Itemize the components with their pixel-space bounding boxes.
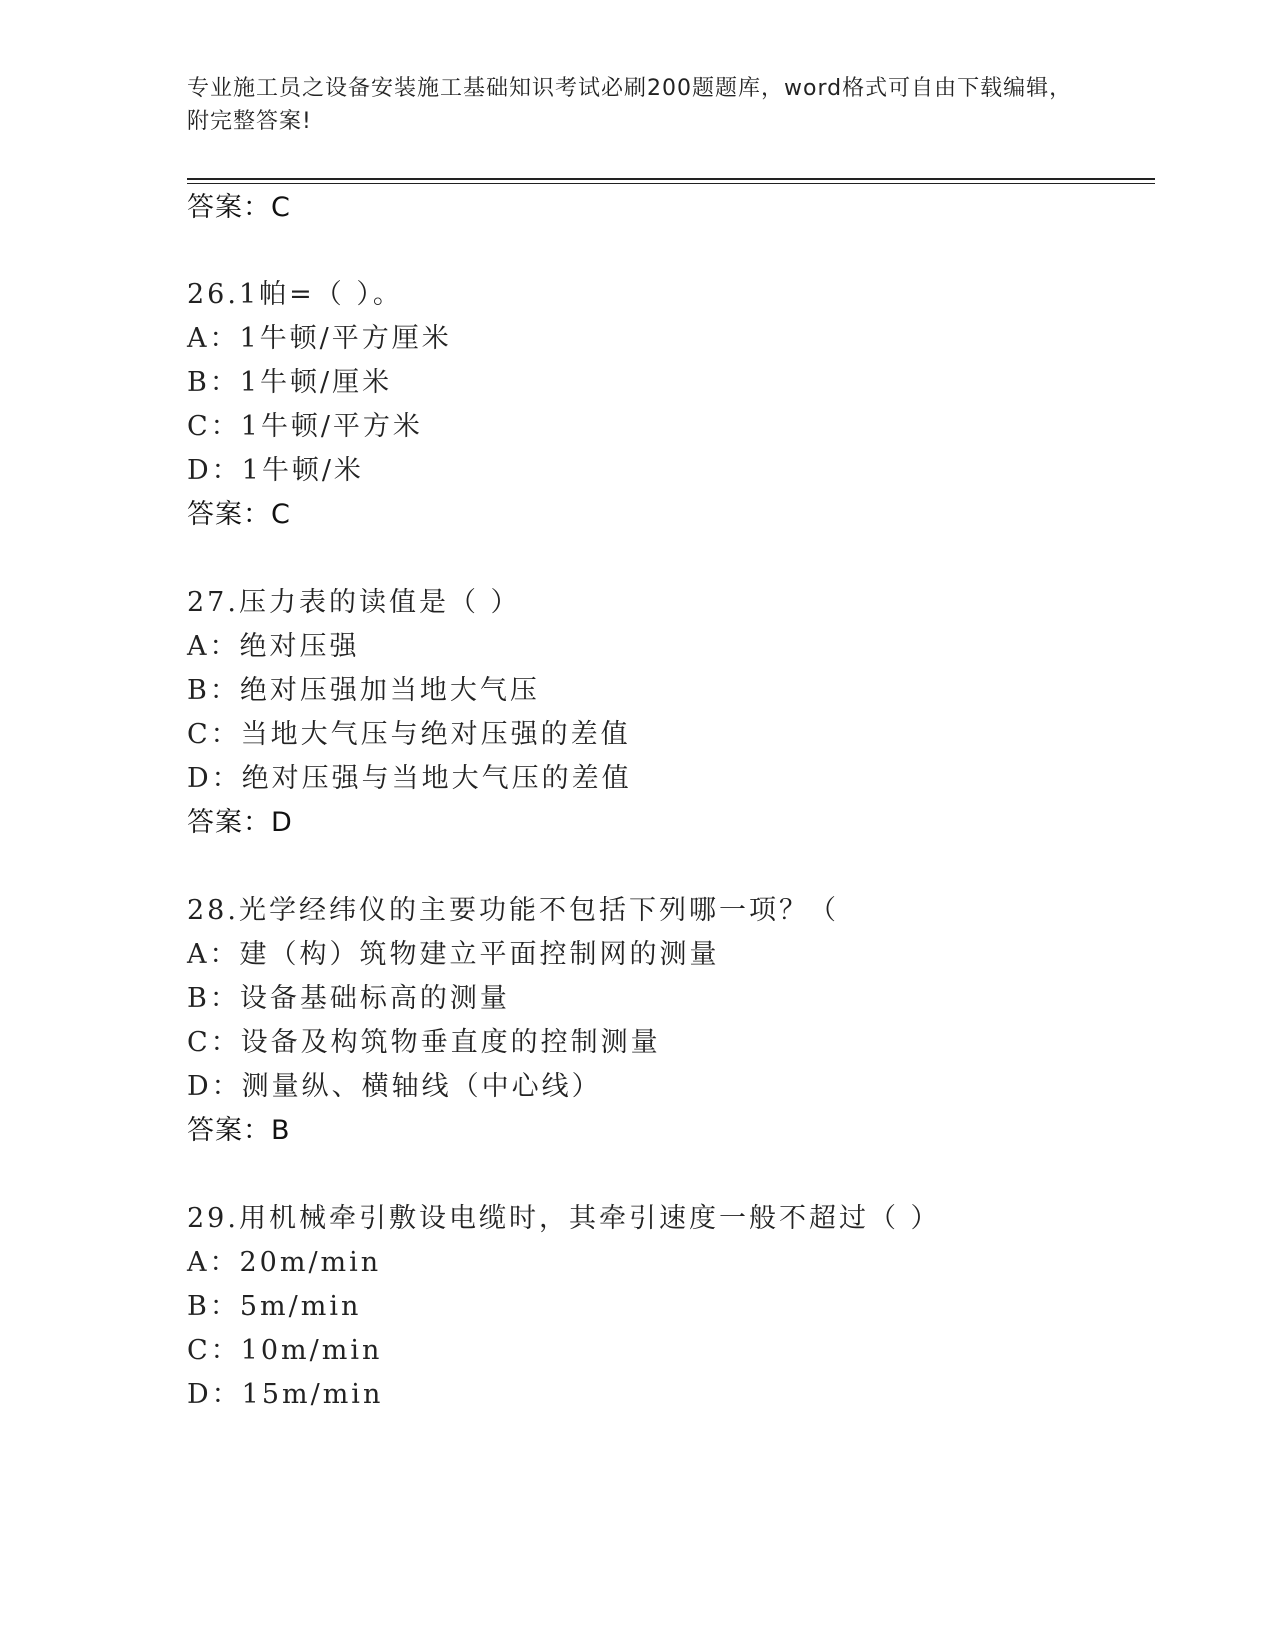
question-answer: 答案：B	[187, 1115, 291, 1146]
question-option: D：15m/min	[187, 1379, 384, 1410]
question-option: A：1牛顿/平方厘米	[187, 323, 452, 354]
question-option: A：绝对压强	[187, 631, 360, 662]
question-answer: 答案：C	[187, 499, 291, 530]
header-rule-thick	[187, 178, 1155, 180]
question-option: D：测量纵、横轴线（中心线）	[187, 1071, 602, 1102]
question-option: C：设备及构筑物垂直度的控制测量	[187, 1027, 661, 1058]
question-stem: 29.用机械牵引敷设电缆时，其牵引速度一般不超过（ ）	[187, 1203, 941, 1234]
question-stem: 26.1帕=（ ）。	[187, 279, 403, 310]
question-option: C：10m/min	[187, 1335, 383, 1366]
question-answer: 答案：D	[187, 807, 293, 838]
question-option: B：5m/min	[187, 1291, 362, 1322]
question-option: B：设备基础标高的测量	[187, 983, 510, 1014]
document-header: 专业施工员之设备安装施工基础知识考试必刷200题题库，word格式可自由下载编辑，附完整答案!	[187, 76, 1073, 134]
question-option: C：1牛顿/平方米	[187, 411, 423, 442]
previous-answer: 答案：C	[187, 192, 291, 223]
question-option: A：建（构）筑物建立平面控制网的测量	[187, 939, 720, 970]
header-rule-thin	[187, 183, 1155, 184]
question-stem: 28.光学经纬仪的主要功能不包括下列哪一项？（	[187, 895, 839, 926]
question-option: B：1牛顿/厘米	[187, 367, 393, 398]
question-option: D：绝对压强与当地大气压的差值	[187, 763, 632, 794]
question-option: A：20m/min	[187, 1247, 382, 1278]
question-stem: 27.压力表的读值是（ ）	[187, 587, 521, 618]
question-option: D：1牛顿/米	[187, 455, 364, 486]
question-option: B：绝对压强加当地大气压	[187, 675, 540, 706]
question-option: C：当地大气压与绝对压强的差值	[187, 719, 631, 750]
